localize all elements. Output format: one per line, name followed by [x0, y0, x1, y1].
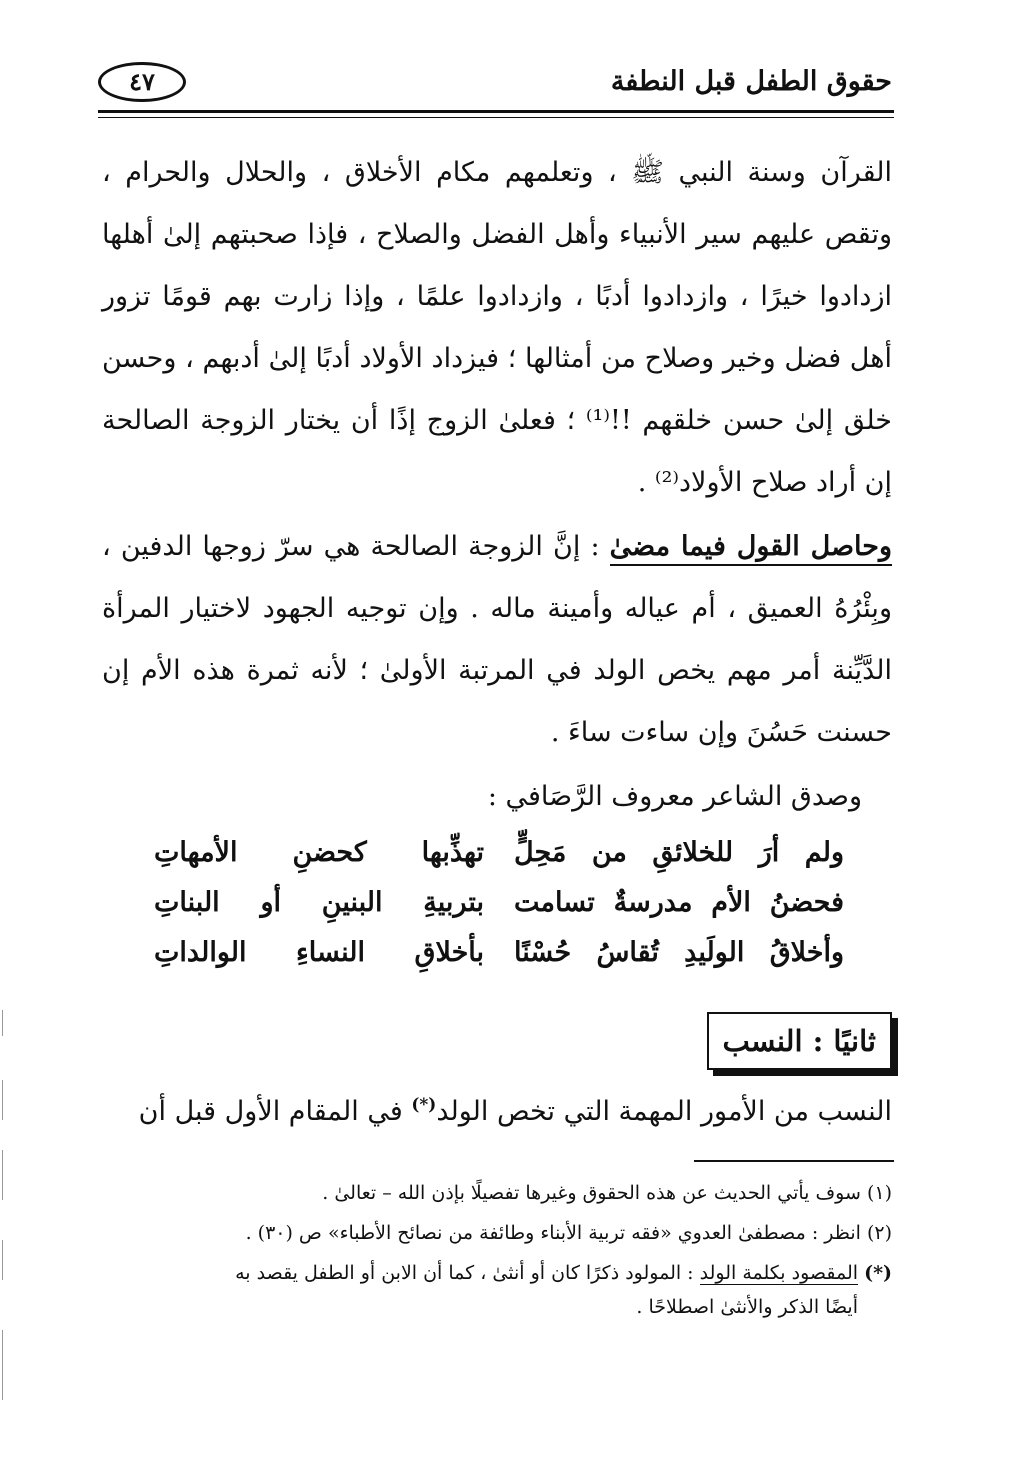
footnote-separator: [694, 1160, 894, 1162]
footnote-3-lead: المقصود بكلمة الولد: [699, 1262, 859, 1284]
poem-hemistich-second: بتربيةِ البنينِ أو البناتِ: [154, 887, 484, 918]
paragraph-3: وصدق الشاعر معروف الرَّصَافي :: [487, 781, 862, 812]
paragraph-2-lead: وحاصل القول فيما مضىٰ: [610, 531, 892, 566]
footnote-3-continuation: أيضًا الذكر والأنثىٰ اصطلاحًا .: [636, 1296, 858, 1318]
page-number: ٤٧: [98, 62, 186, 102]
poem-verse: [154, 928, 844, 978]
paragraph-2-text: : إنَّ الزوجة الصالحة هي سرّ زوجها الدفين ، وبِئْرُهُ العميق ، أم عياله وأمينة ماله . وإن توجيه الجهود لاختيار المرأة الدَّيِّنة أمر مهم يخص الولد في المرتبة الأولىٰ ؛ لأنه ثمرة هذه الأم إن حسنت حَسُنَ وإن ساءت ساءَ .: [102, 531, 892, 748]
scan-edge-mark: [2, 1080, 3, 1120]
section-paragraph-text: في المقام الأول قبل أن: [138, 1096, 412, 1127]
poem-hemistich-second: تهذِّبها كحضنِ الأمهاتِ: [154, 837, 484, 868]
poem-hemistich-first: وأخلاقُ الولَيدِ تُقاسُ حُسْنًا: [514, 937, 844, 968]
poem-hemistich-second: بأخلاقِ النساءِ الوالداتِ: [154, 937, 484, 968]
poem-hemistich-first: ولم أرَ للخلائقِ من مَحِلٍّ: [514, 837, 844, 868]
poem-verse: [154, 878, 844, 928]
poem: [154, 828, 844, 978]
section-paragraph: [102, 1074, 892, 1143]
footnote-3: [102, 1256, 892, 1324]
footnote-marker: (*): [411, 1095, 437, 1115]
section-heading: ثانيًا : النسب: [707, 1012, 892, 1070]
scan-edge-mark: [2, 1150, 3, 1200]
running-title: حقوق الطفل قبل النطفة: [610, 66, 892, 97]
footnote-1: (١) سوف يأتي الحديث عن هذه الحقوق وغيرها تفصيلًا بإذن الله – تعالىٰ .: [322, 1182, 892, 1204]
header-rule-thin: [98, 117, 894, 118]
footnote-2: (٢) انظر : مصطفىٰ العدوي «فقه تربية الأبناء وطائفة من نصائح الأطباء» ص (٣٠) .: [245, 1222, 892, 1244]
header-rule-thick: [98, 110, 894, 113]
footnote-3-marker: (*): [864, 1262, 892, 1284]
scan-edge-mark: [2, 1240, 3, 1280]
paragraph-1: القرآن وسنة النبي ﷺ ، وتعلمهم مكام الأخلاق ، والحلال والحرام ، وتقص عليهم سير الأنبياء وأهل الفضل والصلاح ، فإذا صحبتهم إلىٰ أهلها ازدادوا خيرًا ، وازدادوا أدبًا ، وازدادوا علمًا ، وإذا زارت بهم قومًا تزور أهل فضل وخير وصلاح من أمثالها ؛ فيزداد الأولاد أدبًا إلىٰ أدبهم ، وحسن خلق إلىٰ حسن خلقهم !!⁽¹⁾ ؛ فعلىٰ الزوج إذًا أن يختار الزوجة الصالحة إن أراد صلاح الأولاد⁽²⁾ .: [102, 157, 892, 498]
footnote-3-text: : المولود ذكرًا كان أو أنثىٰ ، كما أن الابن أو الطفل يقصد به: [235, 1262, 700, 1284]
paragraph-2: [102, 516, 892, 764]
scan-edge-mark: [2, 1330, 3, 1400]
scan-edge-mark: [2, 1010, 3, 1036]
section-paragraph-lead: النسب من الأمور المهمة التي تخص الولد: [436, 1096, 892, 1127]
poem-verse: [154, 828, 844, 878]
poem-hemistich-first: فحضنُ الأم مدرسةٌ تسامت: [514, 887, 844, 918]
